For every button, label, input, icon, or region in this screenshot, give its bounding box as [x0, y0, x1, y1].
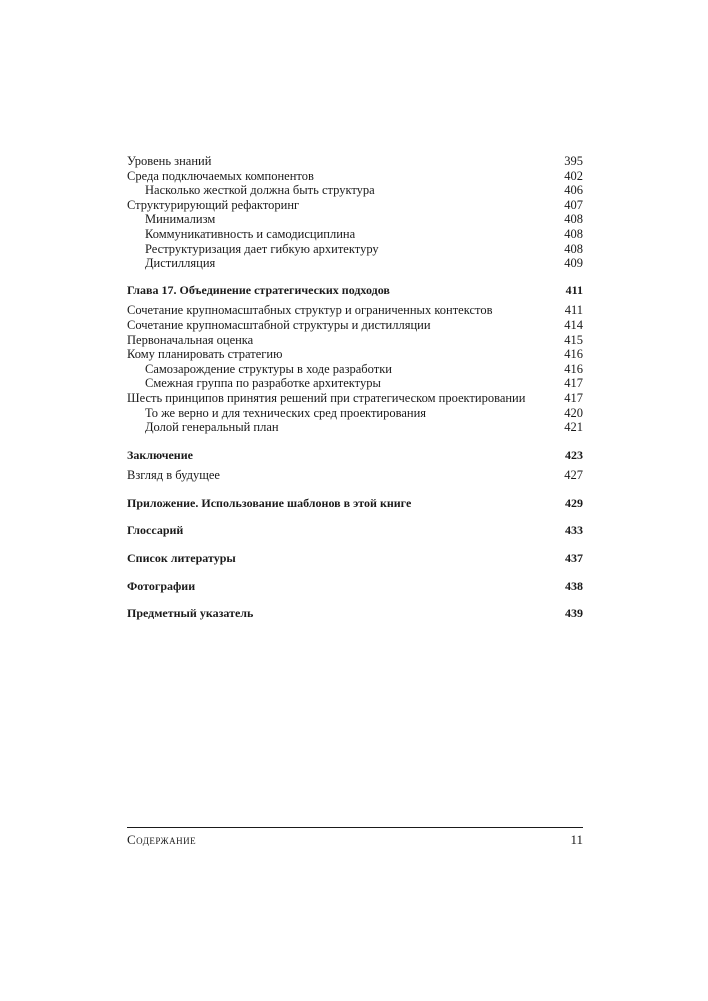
toc-entry-page: 423	[565, 447, 583, 462]
toc-subentry	[127, 212, 583, 227]
toc-entry-title: Заключение	[127, 447, 193, 462]
toc-entry-title: Среда подключаемых компонентов	[127, 168, 314, 183]
toc-entry-title: Смежная группа по разработке архитектуры	[145, 376, 381, 391]
toc-entry-title: Сочетание крупномасштабных структур и ограниченных контекстов	[127, 303, 493, 318]
toc-entry	[127, 169, 583, 184]
toc-entry-page: 417	[564, 376, 583, 391]
toc-entry-page: 416	[564, 347, 583, 362]
toc-entry-title: Кому планировать стратегию	[127, 347, 283, 362]
toc-entry	[127, 468, 583, 483]
toc-section-heading	[127, 551, 583, 566]
toc-entry-page: 402	[564, 168, 583, 183]
toc-entry	[127, 303, 583, 318]
toc-entry-title: Приложение. Использование шаблонов в этой книге	[127, 495, 412, 510]
toc-entry-title: Глоссарий	[127, 523, 184, 538]
toc-entry-title: Дистилляция	[145, 256, 216, 271]
toc-section-heading	[127, 579, 583, 594]
toc-subentry	[127, 227, 583, 242]
toc-subentry	[127, 242, 583, 257]
toc-entry-page: 411	[565, 282, 583, 297]
toc-entry-title: Минимализм	[145, 212, 216, 227]
toc-entry-page: 414	[564, 317, 583, 332]
toc-entry-page: 408	[564, 226, 583, 241]
toc-entry-title: То же верно и для технических сред проектирования	[145, 405, 427, 420]
toc-entry-page: 433	[565, 523, 583, 538]
toc-entry-title: Шесть принципов принятия решений при стратегическом проектировании	[127, 390, 526, 405]
toc-entry	[127, 347, 583, 362]
toc-entry-title: Реструктуризация дает гибкую архитектуру	[145, 241, 379, 256]
toc-entry-page: 411	[564, 303, 583, 318]
toc-entry-title: Коммуникативность и самодисциплина	[145, 226, 356, 241]
toc-subentry	[127, 183, 583, 198]
toc-entry-title: Уровень знаний	[127, 154, 212, 168]
toc-entry-page: 395	[564, 154, 583, 168]
toc-section-heading	[127, 496, 583, 511]
toc-subentry	[127, 362, 583, 377]
toc-section-heading	[127, 606, 583, 621]
toc-entry-page: 407	[564, 197, 583, 212]
toc-entry-page: 408	[564, 241, 583, 256]
toc-entry	[127, 333, 583, 348]
page-number: 11	[570, 832, 583, 847]
toc-entry-title: Долой генеральный план	[145, 420, 279, 435]
toc-entry	[127, 318, 583, 333]
toc-entry-title: Самозарождение структуры в ходе разработки	[145, 361, 392, 376]
toc-entry-page: 438	[565, 578, 583, 593]
table-of-contents	[127, 154, 583, 621]
toc-entry-title: Структурирующий рефакторинг	[127, 197, 300, 212]
toc-entry-title: Взгляд в будущее	[127, 468, 220, 483]
toc-entry-title: Сочетание крупномасштабной структуры и дистилляции	[127, 317, 431, 332]
toc-entry	[127, 154, 583, 169]
toc-entry-page: 408	[564, 212, 583, 227]
toc-subentry	[127, 256, 583, 271]
toc-chapter-heading	[127, 283, 583, 298]
toc-entry-page: 439	[565, 606, 583, 621]
running-footer-title: Содержание	[127, 832, 197, 847]
toc-entry	[127, 198, 583, 213]
toc-entry-page: 420	[564, 405, 583, 420]
toc-entry-page: 421	[564, 420, 583, 435]
toc-entry-page: 415	[564, 332, 583, 347]
toc-entry-title: Первоначальная оценка	[127, 332, 254, 347]
toc-section-heading	[127, 523, 583, 538]
toc-entry-page: 406	[564, 183, 583, 198]
toc-entry-title: Предметный указатель	[127, 606, 254, 621]
toc-subentry	[127, 376, 583, 391]
page-footer	[127, 827, 583, 848]
toc-entry-page: 429	[565, 495, 583, 510]
toc-entry-page: 427	[564, 468, 583, 483]
toc-entry	[127, 391, 583, 406]
toc-section-heading	[127, 448, 583, 463]
toc-entry-title: Глава 17. Объединение стратегических подходов	[127, 282, 390, 297]
toc-entry-page: 416	[564, 361, 583, 376]
toc-entry-page: 417	[564, 390, 583, 405]
toc-subentry	[127, 406, 583, 421]
toc-entry-page: 409	[564, 256, 583, 271]
toc-subentry	[127, 420, 583, 435]
toc-entry-title: Насколько жесткой должна быть структура	[145, 183, 375, 198]
toc-entry-title: Фотографии	[127, 578, 196, 593]
toc-entry-page: 437	[565, 551, 583, 566]
toc-entry-title: Список литературы	[127, 551, 236, 566]
